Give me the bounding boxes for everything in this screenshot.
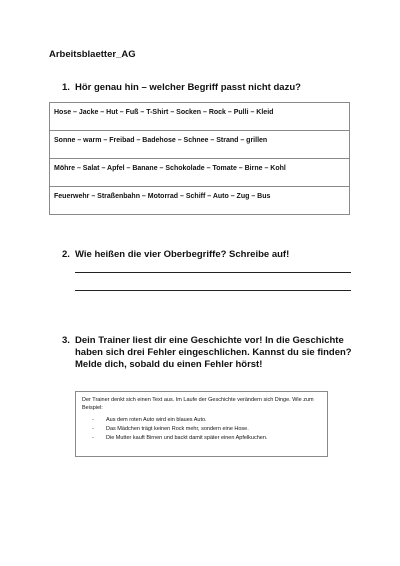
word-row-4: Feuerwehr – Straßenbahn – Motorrad – Schiff – Auto – Zug – Bus (50, 187, 350, 215)
document-title: Arbeitsblaetter_AG (49, 49, 136, 60)
question-3-number: 3. (62, 335, 70, 346)
question-2-number: 2. (62, 249, 70, 260)
word-list-table (49, 102, 350, 215)
table-row (50, 131, 350, 159)
question-1-number: 1. (62, 82, 70, 93)
example-text: Aus dem roten Auto wird ein blaues Auto. (106, 417, 207, 423)
question-2-text: Wie heißen die vier Oberbegriffe? Schreibe auf! (75, 249, 290, 260)
word-row-3: Möhre – Salat – Apfel – Banane – Schokolade – Tomate – Birne – Kohl (50, 159, 350, 187)
question-1-text: Hör genau hin – welcher Begriff passt nicht dazu? (75, 82, 301, 93)
question-3-text: Dein Trainer liest dir eine Geschichte vor! In die Geschichte haben sich drei Fehler eingeschlichen. Kannst du sie finden? Melde dich, sobald du einen Fehler hörst! (75, 335, 352, 370)
example-text: Das Mädchen trägt keinen Rock mehr, sondern eine Hose. (106, 426, 249, 432)
table-row (50, 159, 350, 187)
trainer-info-box (75, 391, 328, 457)
table-row (50, 187, 350, 215)
list-item (82, 416, 321, 425)
list-item (82, 434, 321, 443)
list-dash: - (92, 435, 94, 441)
list-dash: - (92, 426, 94, 432)
list-item (82, 425, 321, 434)
list-dash: - (92, 417, 94, 423)
info-box-intro: Der Trainer denkt sich einen Text aus. Im Laufe der Geschichte verändern sich Dinge. Wie zum Beispiel: (82, 397, 314, 411)
answer-line[interactable] (75, 272, 351, 273)
word-row-1: Hose – Jacke – Hut – Fuß – T-Shirt – Socken – Rock – Pulli – Kleid (50, 103, 350, 131)
example-text: Die Mutter kauft Birnen und backt damit später einen Apfelkuchen. (106, 435, 268, 441)
answer-line[interactable] (75, 290, 351, 291)
table-row (50, 103, 350, 131)
example-list (82, 416, 321, 443)
word-row-2: Sonne – warm – Freibad – Badehose – Schnee – Strand – grillen (50, 131, 350, 159)
